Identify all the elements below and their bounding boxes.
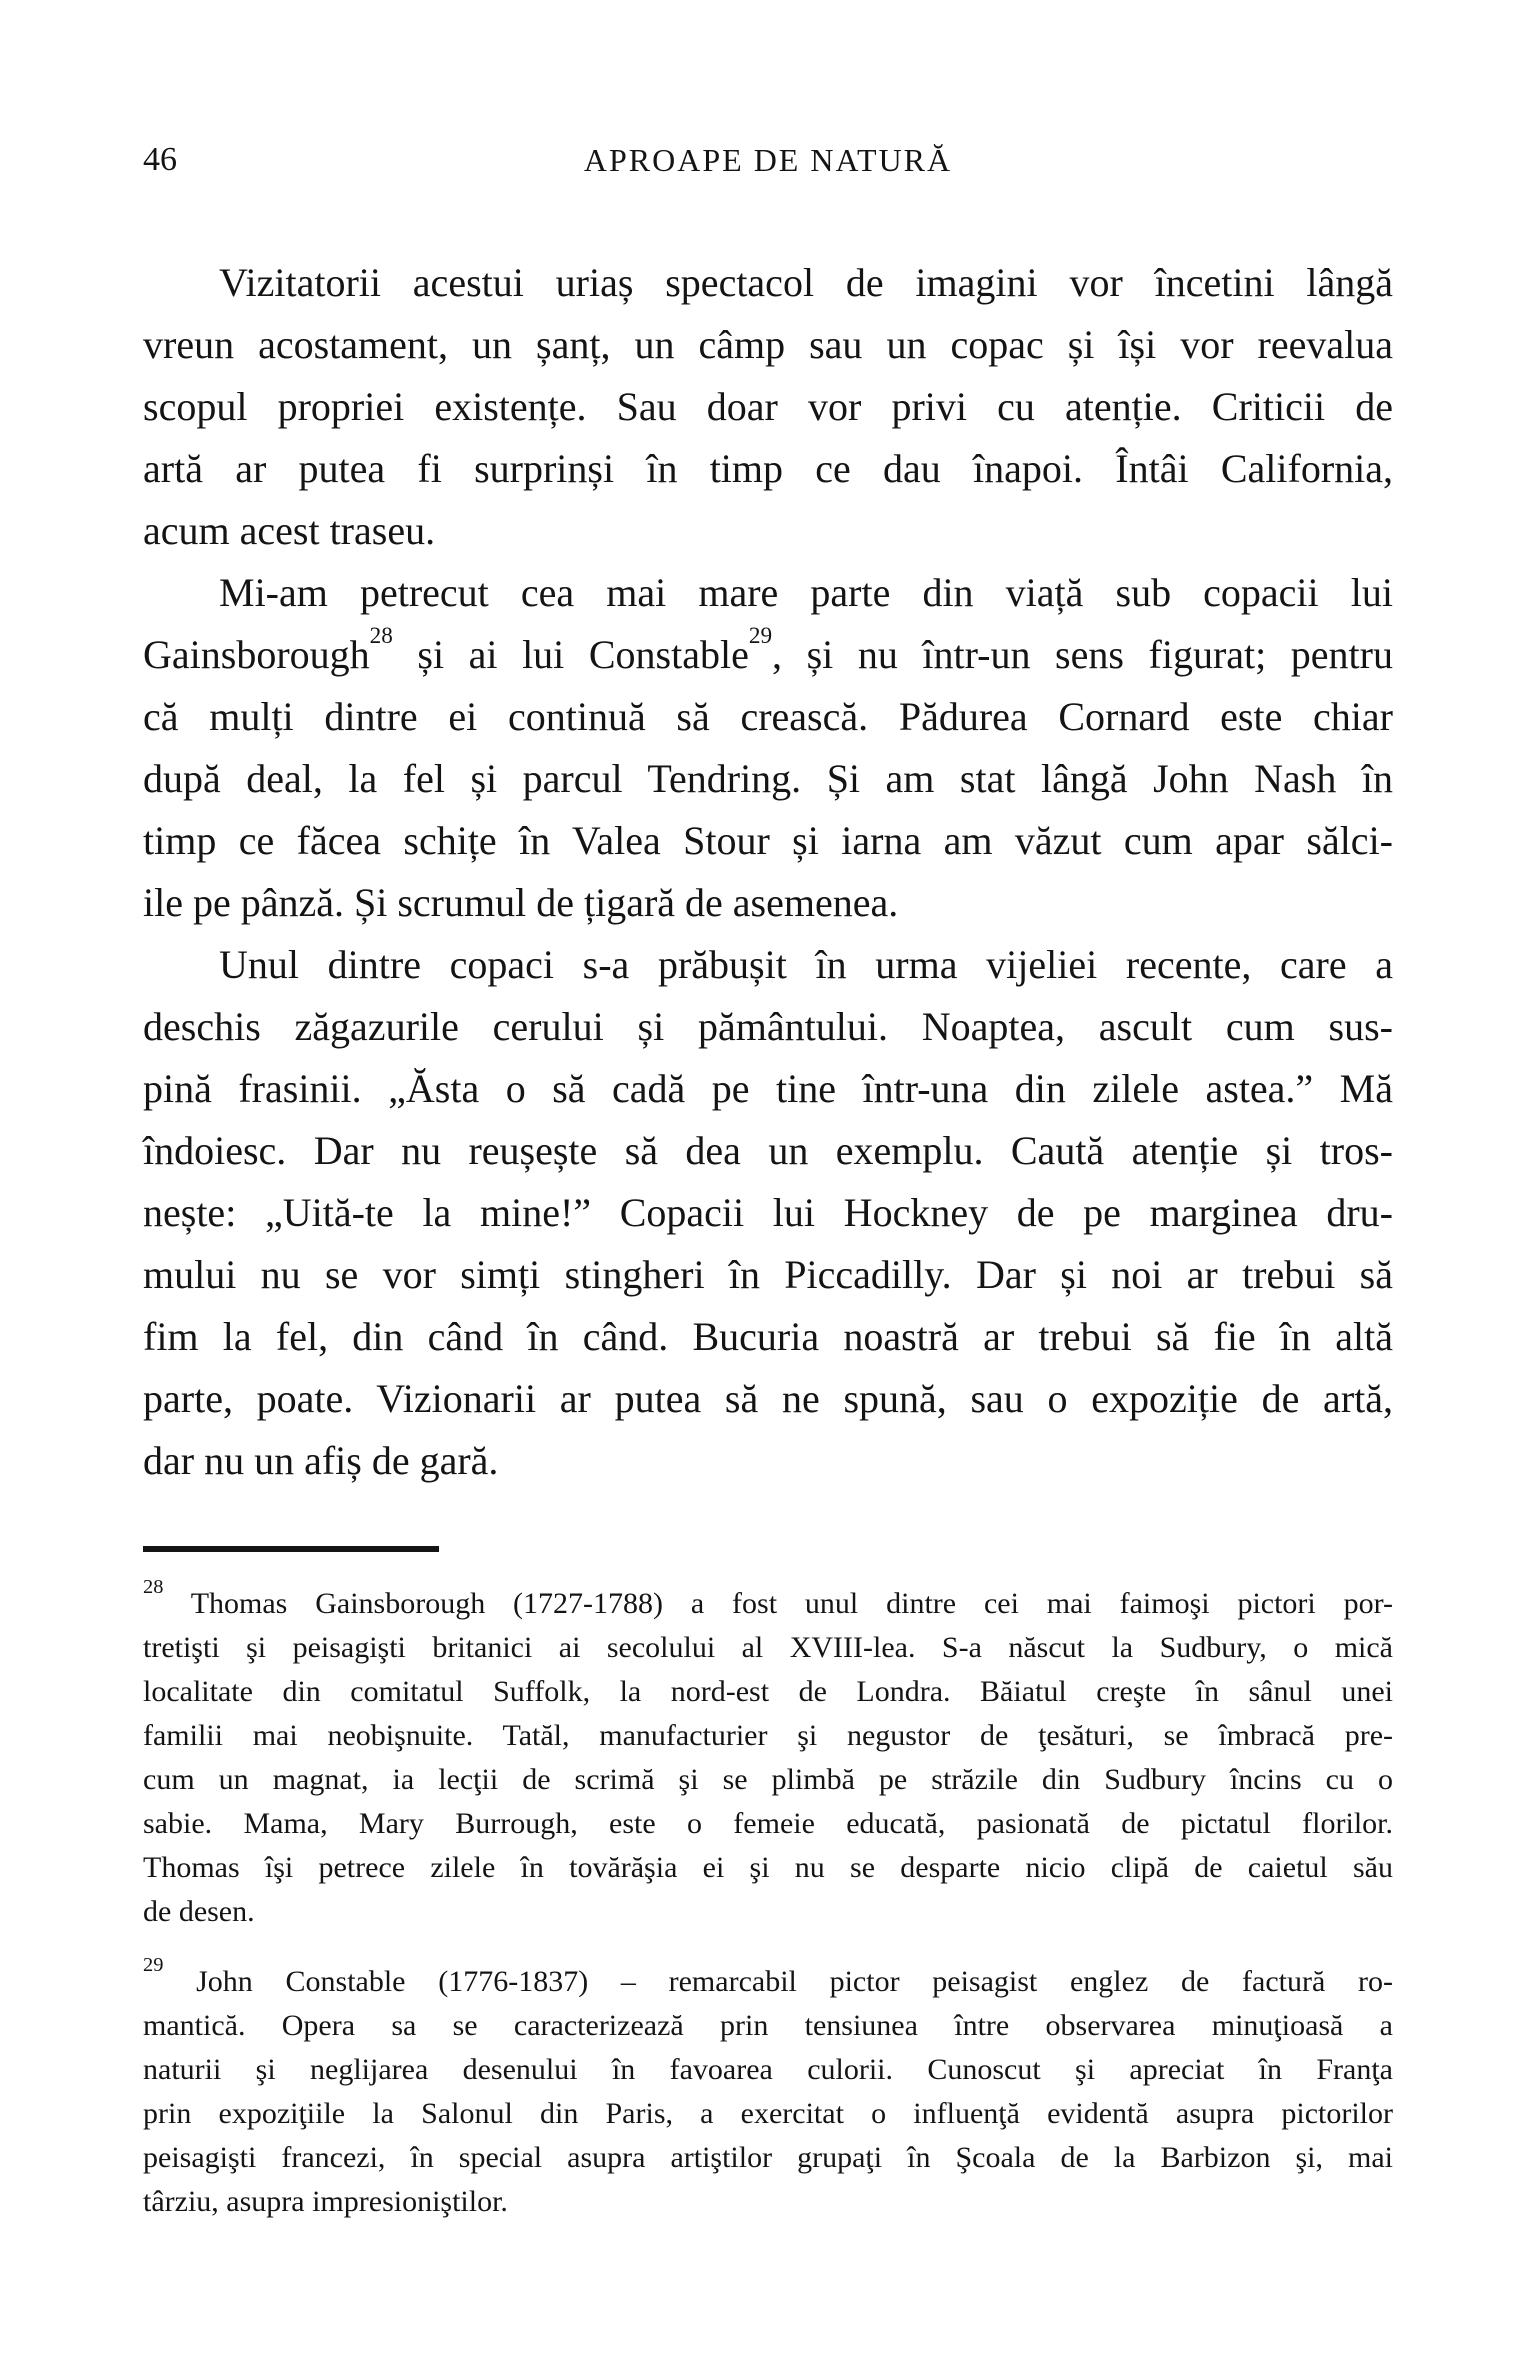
- text-line: ile pe pânză. Și scrumul de țigară de asemenea.: [143, 880, 899, 925]
- paragraph-1: [143, 252, 1393, 562]
- footnote-line: sabie. Mama, Mary Burrough, este o femeie educată, pasionată de pictatul florilor.: [143, 1807, 1393, 1840]
- footnote-ref-28: 28: [369, 622, 393, 649]
- text-line: deschis zăgazurile cerului și pământului. Noaptea, ascult cum sus-: [143, 1004, 1393, 1049]
- text-line: vreun acostament, un șanț, un câmp sau un copac și își vor reevalua: [143, 322, 1393, 367]
- footnote-line: naturii şi neglijarea desenului în favoarea culorii. Cunoscut şi apreciat în Franţa: [143, 2053, 1393, 2086]
- body-text: [143, 252, 1393, 1492]
- footnote-line: [143, 1575, 1393, 1626]
- text-segment: și ai lui Constable: [392, 632, 749, 677]
- footnote-line: [143, 1953, 1393, 2004]
- text-segment: , și nu într-un sens figurat; pentru: [772, 632, 1393, 677]
- footnote-line: târziu, asupra impresioniştilor.: [143, 2185, 508, 2218]
- footnote-29: [143, 1953, 1393, 2224]
- text-line: că mulți dintre ei continuă să crească. Pădurea Cornard este chiar: [143, 694, 1393, 739]
- paragraph-2: [143, 562, 1393, 934]
- text-line: fim la fel, din când în când. Bucuria noastră ar trebui să fie în altă: [143, 1314, 1393, 1359]
- footnote-line: Thomas îşi petrece zilele în tovărăşia ei şi nu se desparte nicio clipă de caietul său: [143, 1851, 1393, 1884]
- text-line: Mi-am petrecut cea mai mare parte din viață sub copacii lui: [219, 570, 1393, 615]
- text-line: acum acest traseu.: [143, 508, 436, 553]
- footnote-marker-29: 29: [143, 1953, 164, 1976]
- text-line: Vizitatorii acestui uriaș spectacol de imagini vor încetini lângă: [219, 260, 1393, 305]
- footnote-line: prin expoziţiile la Salonul din Paris, a exercitat o influenţă evidentă asupra pictorilor: [143, 2097, 1393, 2130]
- footnote-separator-rule: [143, 1546, 439, 1552]
- text-line: artă ar putea fi surprinși în timp ce dau înapoi. Întâi California,: [143, 446, 1393, 491]
- text-line: Unul dintre copaci s-a prăbușit în urma vijeliei recente, care a: [219, 942, 1393, 987]
- text-line: mului nu se vor simți stingheri în Piccadilly. Dar și noi ar trebui să: [143, 1252, 1393, 1297]
- footnote-line: localitate din comitatul Suffolk, la nord-est de Londra. Băiatul creşte în sânul unei: [143, 1675, 1393, 1708]
- text-line: îndoiesc. Dar nu reușește să dea un exemplu. Caută atenție și tros-: [143, 1128, 1393, 1173]
- page-number: 46: [143, 141, 177, 178]
- text-line: scopul propriei existențe. Sau doar vor privi cu atenție. Criticii de: [143, 384, 1393, 429]
- footnote-28: [143, 1575, 1393, 1934]
- footnote-line: mantică. Opera sa se caracterizează prin tensiunea între observarea minuţioasă a: [143, 2009, 1393, 2042]
- footnote-line: cum un magnat, ia lecţii de scrimă şi se plimbă pe străzile din Sudbury încins cu o: [143, 1763, 1393, 1796]
- text-line: după deal, la fel și parcul Tendring. Și am stat lângă John Nash în: [143, 756, 1393, 801]
- text-segment: Gainsborough: [143, 632, 370, 677]
- paragraph-3: [143, 934, 1393, 1492]
- footnote-ref-29: 29: [748, 622, 773, 649]
- footnote-line: peisagişti francezi, în special asupra artiştilor grupaţi în Şcoala de la Barbizon şi, mai: [143, 2141, 1393, 2174]
- footnote-line: de desen.: [143, 1895, 255, 1928]
- text-line: dar nu un afiș de gară.: [143, 1438, 499, 1483]
- page-content: [143, 140, 1393, 2224]
- running-header-title: APROAPE DE NATURĂ: [583, 142, 953, 178]
- footnote-line: familii mai neobişnuite. Tatăl, manufacturier şi negustor de ţesături, se îmbracă pre-: [143, 1719, 1393, 1752]
- text-line: [143, 624, 1393, 686]
- text-line: timp ce făcea schițe în Valea Stour și iarna am văzut cum apar sălci-: [143, 818, 1393, 863]
- footnote-marker-28: 28: [143, 1575, 164, 1598]
- text-line: parte, poate. Vizionarii ar putea să ne spună, sau o expoziție de artă,: [143, 1376, 1393, 1421]
- footnotes-section: [143, 1546, 1393, 2224]
- text-line: nește: „Uită-te la mine!” Copacii lui Hockney de pe marginea dru-: [143, 1190, 1393, 1235]
- footnote-text-segment: John Constable (1776-1837) – remarcabil pictor peisagist englez de factură ro-: [163, 1965, 1393, 1998]
- footnote-text-segment: Thomas Gainsborough (1727-1788) a fost unul dintre cei mai faimoşi pictori por-: [163, 1587, 1393, 1620]
- page-header: [143, 140, 1393, 180]
- footnote-line: tretişti şi peisagişti britanici ai secolului al XVIII-lea. S-a născut la Sudbury, o mică: [143, 1631, 1393, 1664]
- text-line: pină frasinii. „Ăsta o să cadă pe tine într-una din zilele astea.” Mă: [143, 1066, 1393, 1111]
